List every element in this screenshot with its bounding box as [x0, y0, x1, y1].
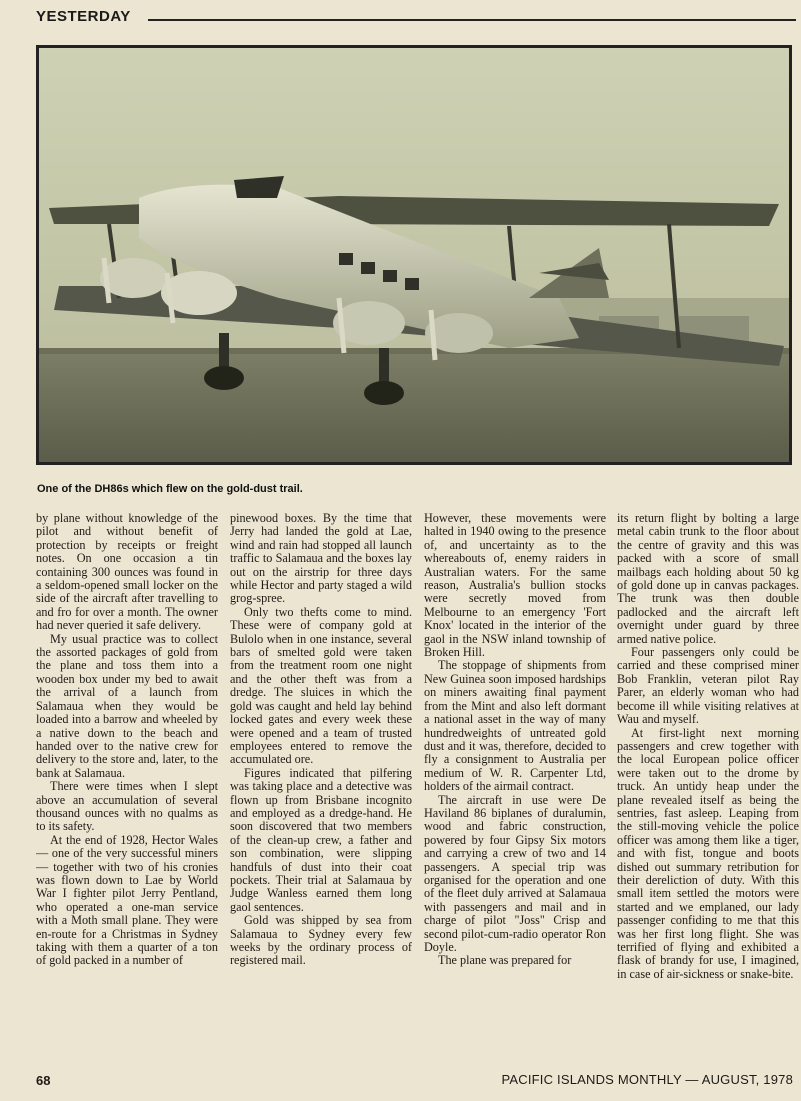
paragraph: Only two thefts come to mind. These were of company gold at Bulolo when in one instance, several bars of smelted gold were taken from the treatment room one night and the other theft was from a dredge. The sluices in which the gold was caught and held lay behind locked gates and every week these were opened and a team of trusted employees entered to remove the accumulated ore.	[230, 604, 412, 767]
paragraph: My usual practice was to collect the assorted packages of gold from the plane and toss them into a wooden box under my bed to await the arrival of a launch from Salamaua when they would be loaded into a barrow and wheeled by a native down to the beach and handed over to the native crew for delivery to the store and, later, to the bank at Salamaua.	[36, 631, 218, 780]
paragraph: Gold was shipped by sea from Salamaua to Sydney every few weeks by the ordinary process of registered mail.	[230, 913, 412, 968]
paragraph: At first-light next morning passengers and crew together with the local European police officer were taken out to the drome by truck. An untidy heap under the plane revealed itself as being the sentries, fast asleep. Leaping from the still-moving vehicle the police officer was among them like a tiger, and with fist, tongue and boots dished out summary retribution for their dereliction of duty. With this small item settled the motors were started and we emplaned, our lady passenger confiding to me that this was her first long flight. She was terrified of flying and exhibited a flask of brandy for use, I imagined, in case of air-sickness or snake-bite.	[617, 725, 799, 981]
section-header	[36, 8, 796, 30]
paragraph: by plane without knowledge of the pilot and without benefit of protection by receipts or freight notes. On one occasion a tin containing 300 ounces was found in a seldom-opened small locker on the side of the aircraft after travelling to and fro for over a month. The owner had never queried it safe delivery.	[36, 512, 218, 633]
paragraph: its return flight by bolting a large metal cabin trunk to the floor about the centre of gravity and this was packed with a score of small mailbags each holding about 50 kg of gold done up in canvas packages. The trunk was then double padlocked and the aircraft left overnight under guard by three armed native police.	[617, 512, 799, 646]
page-number: 68	[36, 1073, 51, 1088]
article-column-4	[617, 512, 799, 1052]
paragraph: At the end of 1928, Hector Wales — one of the very successful miners — together with two of his cronies was flown down to Lae by World War I fighter pilot Jerry Pentland, who operated a one-man service with a Moth small plane. They were en-route for a Christmas in Sydney taking with them a quarter of a ton of gold packed in a number of	[36, 832, 218, 968]
paragraph: pinewood boxes. By the time that Jerry had landed the gold at Lae, wind and rain had stopped all launch traffic to Salamaua and the boxes lay out on the airstrip for three days while Hector and party staged a wild grog-spree.	[230, 512, 412, 606]
section-label: YESTERDAY	[36, 8, 131, 25]
article-column-2	[230, 512, 412, 1052]
paragraph: The aircraft in use were De Haviland 86 biplanes of duralumin, wood and fabric construction, powered by four Gipsy Six motors and carrying a crew of two and 14 passengers. A special trip was organised for the operation and one of the fleet duly arrived at Salamaua with passengers and mail and in charge of pilot "Joss" Crisp and second pilot-cum-radio operator Ron Doyle.	[424, 792, 606, 954]
aircraft-photo	[36, 45, 792, 465]
paragraph: However, these movements were halted in 1940 owing to the presence of, and uncertainty as to the whereabouts of, enemy raiders in Australian waters. For the same reason, Australia's bullion stocks were secretly moved from Melbourne to an emergency 'Fort Knox' located in the interior of the gaol in the NSW inland township of Broken Hill.	[424, 512, 606, 660]
article-column-3	[424, 512, 606, 1052]
paragraph: The stoppage of shipments from New Guinea soon imposed hardships on miners awaiting final payment from the Mint and also left dormant a national asset in the way of many hundredweights of untreated gold dust and it was, therefore, decided to fly a consignment to Australia per medium of W. R. Carpenter Ltd, holders of the airmail contract.	[424, 658, 606, 794]
article-column-1	[36, 512, 218, 1052]
paragraph: Figures indicated that pilfering was taking place and a detective was flown up from Brisbane incognito and employed as a dredge-hand. He soon discovered that two members of the clean-up crew, a father and son combination, were slipping handfuls of dust into their coat pockets. Their trial at Salamaua by Judge Wanless earned them long gaol sentences.	[230, 765, 412, 914]
paragraph: There were times when I slept above an accumulation of several thousand ounces with no qualms as to its safety.	[36, 779, 218, 834]
header-rule	[148, 19, 796, 21]
magazine-footer: PACIFIC ISLANDS MONTHLY — AUGUST, 1978	[501, 1072, 793, 1087]
paragraph: The plane was prepared for	[438, 953, 572, 968]
photo-caption: One of the DH86s which flew on the gold-dust trail.	[37, 483, 303, 495]
paragraph: Four passengers only could be carried and these comprised miner Bob Franklin, veteran pilot Ray Parer, an elderly woman who had become ill while visiting relatives at Wau and myself.	[617, 645, 799, 727]
aircraft-illustration	[39, 48, 789, 462]
